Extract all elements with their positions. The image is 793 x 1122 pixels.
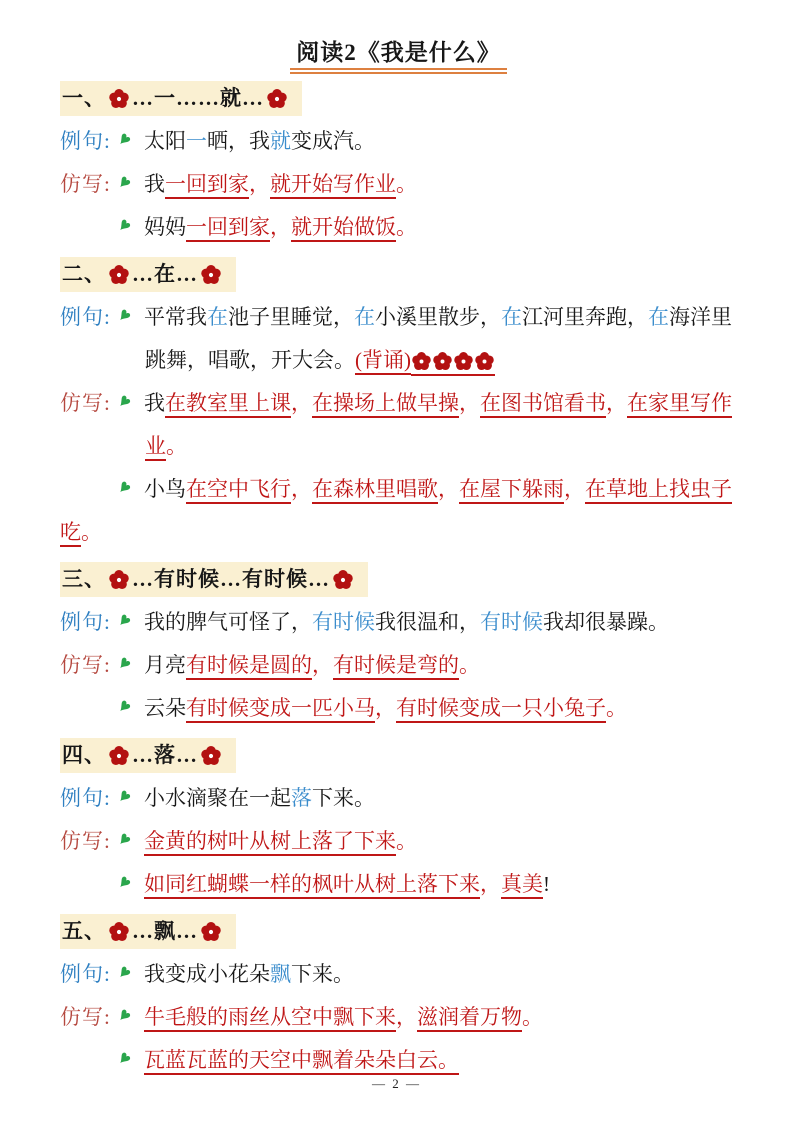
- text-segment: ，: [564, 477, 585, 501]
- text-segment: 晒，我: [207, 129, 270, 153]
- sentence-text: [112, 601, 737, 644]
- flower-icon: [454, 352, 473, 371]
- section-number: 二、: [62, 262, 106, 286]
- text-segment: ，: [606, 391, 627, 415]
- section-heading: [60, 738, 737, 773]
- leaf-bullet-icon: ♥: [112, 128, 136, 152]
- sentence-row: [60, 863, 737, 906]
- flower-icon: [333, 570, 353, 590]
- text-segment: 就开始做饭: [291, 215, 396, 242]
- flower-icon: [201, 265, 221, 285]
- text-segment: ，: [480, 872, 501, 896]
- text-segment: 有时候: [480, 610, 543, 634]
- text-segment: ，: [396, 1005, 417, 1029]
- row-label-imitate: 仿写:: [60, 653, 111, 677]
- row-label-imitate: 仿写:: [60, 1005, 111, 1029]
- text-segment: 我: [144, 391, 165, 415]
- sentence-text: [60, 468, 737, 554]
- text-segment: 在教室里上课: [165, 391, 291, 418]
- sentence-row: [60, 296, 737, 382]
- leaf-bullet-icon: ♥: [112, 214, 136, 238]
- leaf-bullet-icon: ♥: [112, 1047, 136, 1071]
- text-segment: 我的脾气可怪了，: [144, 610, 312, 634]
- page-title: [60, 34, 737, 67]
- row-label-imitate: 仿写:: [60, 829, 111, 853]
- sentence-row: [60, 996, 737, 1039]
- leaf-bullet-icon: ♥: [112, 652, 136, 676]
- section-number: 四、: [62, 743, 106, 767]
- text-segment: 小水滴聚在一起: [144, 786, 291, 810]
- text-segment: 在操场上做早操: [312, 391, 459, 418]
- sentence-row: [60, 601, 737, 644]
- text-segment: 飘: [270, 962, 291, 986]
- section-heading-box: [60, 81, 302, 116]
- sentence-text: [112, 777, 737, 820]
- section-heading: [60, 257, 737, 292]
- row-label-imitate: 仿写:: [60, 391, 111, 415]
- text-segment: 在: [354, 305, 375, 329]
- text-segment: ，: [438, 477, 459, 501]
- text-segment: 。: [81, 520, 102, 544]
- sentence-text: [112, 820, 737, 863]
- text-segment: 变成汽。: [291, 129, 375, 153]
- text-segment: 在: [501, 305, 522, 329]
- text-segment: ，: [291, 391, 312, 415]
- text-segment: 。: [396, 172, 417, 196]
- sentence-text: [112, 644, 737, 687]
- text-segment: 吃: [60, 520, 81, 547]
- sentence-text: [112, 163, 737, 206]
- leaf-bullet-icon: ♥: [112, 828, 136, 852]
- leaf-bullet-icon: ♥: [112, 304, 136, 328]
- flower-icon: [109, 922, 129, 942]
- section-number: 五、: [62, 919, 106, 943]
- text-segment: ，: [249, 172, 270, 196]
- text-segment: 我变成小花朵: [144, 962, 270, 986]
- flower-icon: [412, 352, 431, 371]
- flower-icon: [267, 89, 287, 109]
- text-segment: 有时候: [312, 610, 375, 634]
- text-segment: 。: [459, 653, 480, 677]
- text-segment: ，: [270, 215, 291, 239]
- text-segment: 平常我: [144, 305, 207, 329]
- section-pattern: …飘…: [132, 919, 198, 943]
- text-segment: 月亮: [144, 653, 186, 677]
- text-segment: 有时候是弯的: [333, 653, 459, 680]
- text-segment: 落: [291, 786, 312, 810]
- leaf-bullet-icon: ♥: [112, 609, 136, 633]
- section-pattern: …落…: [132, 743, 198, 767]
- text-segment: 在图书馆看书: [480, 391, 606, 418]
- text-segment: 。: [396, 829, 417, 853]
- text-segment: 在: [648, 305, 669, 329]
- section-heading: [60, 914, 737, 949]
- text-segment: 。: [166, 434, 187, 458]
- text-segment: 池子里睡觉，: [228, 305, 354, 329]
- sentence-text: [112, 996, 737, 1039]
- leaf-bullet-icon: ♥: [112, 171, 136, 195]
- text-segment: 在家里写作: [627, 391, 732, 418]
- text-segment: 海洋里: [669, 305, 732, 329]
- row-label-example: 例句:: [60, 962, 111, 986]
- sentence-text: [112, 863, 737, 906]
- text-segment: 。: [396, 215, 417, 239]
- text-segment: 我很温和，: [375, 610, 480, 634]
- text-segment: 滋润着万物: [417, 1005, 522, 1032]
- text-segment: 云朵: [144, 696, 186, 720]
- text-segment: 真美: [501, 872, 543, 899]
- sentence-text: [112, 120, 737, 163]
- row-label-example: 例句:: [60, 129, 111, 153]
- text-segment: 在: [207, 305, 228, 329]
- sentence-row: [60, 953, 737, 996]
- leaf-bullet-icon: ♥: [112, 390, 136, 414]
- text-segment: 一: [186, 129, 207, 153]
- section-heading-box: [60, 914, 236, 949]
- text-segment: 有时候是圆的: [186, 653, 312, 680]
- leaf-bullet-icon: ♥: [112, 961, 136, 985]
- row-label-example: 例句:: [60, 610, 111, 634]
- sentence-text: [112, 382, 737, 468]
- sentence-row: [60, 644, 737, 687]
- flower-icon: [201, 746, 221, 766]
- recite-flower-icons: [411, 348, 495, 376]
- sentence-row: [60, 820, 737, 863]
- section-pattern: …有时候…有时候…: [132, 567, 330, 591]
- text-segment: 我: [144, 172, 165, 196]
- text-segment: 妈妈: [144, 215, 186, 239]
- section-number: 一、: [62, 86, 106, 110]
- text-segment: (背诵): [355, 348, 411, 375]
- row-label-imitate: 仿写:: [60, 172, 111, 196]
- text-segment: 在森林里唱歌: [312, 477, 438, 504]
- flower-icon: [109, 746, 129, 766]
- row-label-example: 例句:: [60, 305, 111, 329]
- flower-icon: [109, 265, 129, 285]
- text-segment: ，: [459, 391, 480, 415]
- leaf-bullet-icon: ♥: [112, 476, 136, 500]
- text-segment: 我却很暴躁。: [543, 610, 669, 634]
- sentence-row: [60, 468, 737, 554]
- section-number: 三、: [62, 567, 106, 591]
- section-heading-box: [60, 562, 368, 597]
- leaf-bullet-icon: ♥: [112, 1004, 136, 1028]
- sentence-text: [112, 687, 737, 730]
- text-segment: 在空中飞行: [186, 477, 291, 504]
- text-segment: 有时候变成一匹小马: [186, 696, 375, 723]
- text-segment: 。: [606, 696, 627, 720]
- text-segment: 一回到家: [165, 172, 249, 199]
- text-segment: 在草地上找虫子: [585, 477, 732, 504]
- text-segment: 小溪里散步，: [375, 305, 501, 329]
- text-segment: 在屋下躲雨: [459, 477, 564, 504]
- flower-icon: [475, 352, 494, 371]
- sentence-row: [60, 382, 737, 468]
- text-segment: 小鸟: [144, 477, 186, 501]
- sentence-row: [60, 120, 737, 163]
- flower-icon: [433, 352, 452, 371]
- text-segment: 牛毛般的雨丝从空中飘下来: [144, 1005, 396, 1032]
- leaf-bullet-icon: ♥: [112, 785, 136, 809]
- text-segment: 。: [522, 1005, 543, 1029]
- sentence-row: [60, 163, 737, 206]
- page-title-text: 阅读2《我是什么》: [290, 40, 507, 74]
- section-pattern: …在…: [132, 262, 198, 286]
- text-segment: ，: [375, 696, 396, 720]
- sentence-text: [112, 206, 737, 249]
- text-segment: 有时候变成一只小兔子: [396, 696, 606, 723]
- section-heading: [60, 81, 737, 116]
- row-label-example: 例句:: [60, 786, 111, 810]
- text-segment: 如同红蝴蝶一样的枫叶从树上落下来: [144, 872, 480, 899]
- text-segment: 江河里奔跑，: [522, 305, 648, 329]
- text-segment: 金黄的树叶从树上落了下来: [144, 829, 396, 856]
- text-segment: 下来。: [291, 962, 354, 986]
- text-segment: 业: [145, 434, 166, 461]
- flower-icon: [109, 89, 129, 109]
- text-segment: 太阳: [144, 129, 186, 153]
- leaf-bullet-icon: ♥: [112, 695, 136, 719]
- sentence-text: [112, 953, 737, 996]
- text-segment: 瓦蓝瓦蓝的天空中飘着朵朵白云。: [144, 1048, 459, 1075]
- sentence-row: [60, 206, 737, 249]
- flower-icon: [109, 570, 129, 590]
- text-segment: 就开始写作业: [270, 172, 396, 199]
- text-segment: !: [543, 872, 550, 896]
- section-heading-box: [60, 738, 236, 773]
- sentence-row: [60, 777, 737, 820]
- text-segment: 一回到家: [186, 215, 270, 242]
- worksheet-content: [60, 81, 737, 1082]
- text-segment: 就: [270, 129, 291, 153]
- flower-icon: [201, 922, 221, 942]
- text-segment: ，: [312, 653, 333, 677]
- sentence-row: [60, 687, 737, 730]
- page-number: — 2 —: [372, 1076, 421, 1091]
- sentence-text: [112, 296, 737, 382]
- section-pattern: …一……就…: [132, 86, 264, 110]
- section-heading-box: [60, 257, 236, 292]
- text-segment: 跳舞，唱歌，开大会。: [145, 348, 355, 372]
- text-segment: 下来。: [312, 786, 375, 810]
- leaf-bullet-icon: ♥: [112, 871, 136, 895]
- section-heading: [60, 562, 737, 597]
- text-segment: ，: [291, 477, 312, 501]
